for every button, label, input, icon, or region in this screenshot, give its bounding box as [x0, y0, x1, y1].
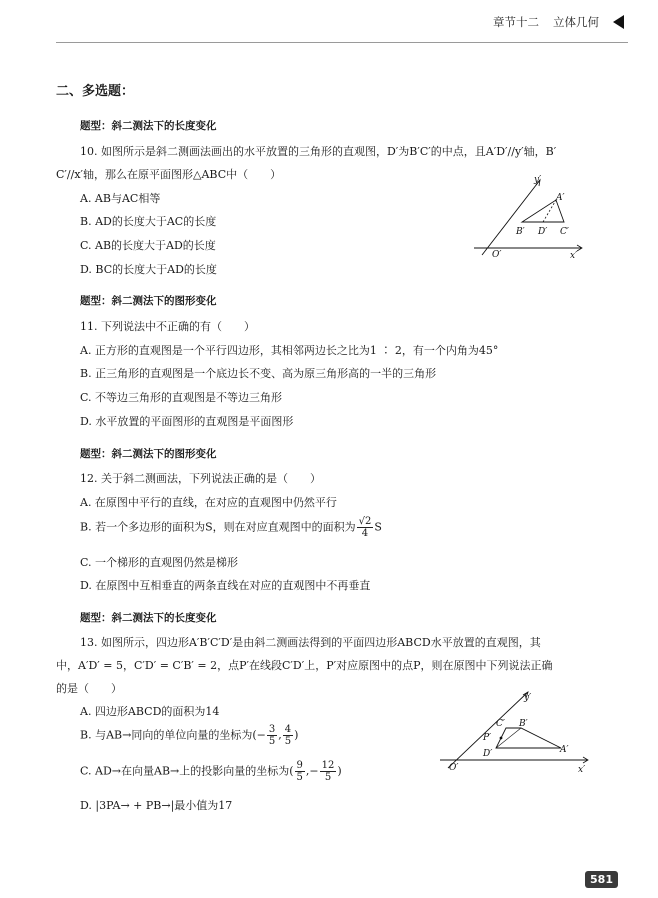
q13-option-c-fraction2 — [320, 760, 337, 783]
q13-label-p: P′ — [483, 733, 492, 743]
chapter-title: 立体几何 — [553, 15, 599, 29]
q12-stem: 12. 关于斜二测画法，下列说法正确的是（ ） — [80, 472, 321, 485]
q10-figure — [470, 170, 590, 265]
fraction-numerator: √2 — [358, 516, 372, 527]
q10-option-a: A. AB与AC相等 — [80, 192, 161, 205]
q10-label-x: x′ — [570, 251, 578, 261]
q11-option-b: B. 正三角形的直观图是一个底边长不变、高为原三角形高的一半的三角形 — [80, 367, 437, 380]
q10-topic: 题型：斜二测法下的长度变化 — [80, 120, 217, 132]
q10-label-b: B′ — [516, 227, 525, 237]
q13-option-c-suffix: ) — [337, 764, 342, 778]
q13-option-a: A. 四边形ABCD的面积为14 — [80, 705, 220, 718]
q13-option-b-text: B. 与AB→同向的单位向量的坐标为(− — [80, 728, 266, 742]
header-rule — [56, 42, 628, 43]
fraction-numerator: 4 — [284, 724, 292, 735]
q13-label-d: D′ — [483, 749, 493, 759]
fraction-denominator: 5 — [296, 772, 303, 783]
q10-label-d: D′ — [538, 227, 548, 237]
q10-option-c: C. AB的长度大于AD的长度 — [80, 239, 216, 252]
q13-label-b: B′ — [519, 719, 528, 729]
q13-stem-line2: 中，A′D′ = 5，C′D′ = C′B′ = 2，点P′在线段C′D′上，P′对应原图中的点P，则在原图中下列说法正确 — [56, 659, 553, 672]
q13-label-x: x′ — [578, 765, 586, 775]
q13-option-b-suffix: ) — [294, 728, 299, 742]
q12-option-d: D. 在原图中互相垂直的两条直线在对应的直观图中不再垂直 — [80, 579, 371, 592]
q13-label-a: A′ — [560, 745, 569, 755]
q10-stem-line1: 10. 如图所示是斜二测画法画出的水平放置的三角形的直观图，D′为B′C′的中点，且A′D′//y′轴，B′ — [80, 145, 557, 158]
q13-option-c-text: C. AD→在向量AB→上的投影向量的坐标为( — [80, 764, 294, 778]
q13-figure — [436, 686, 596, 778]
q13-point-p — [500, 737, 503, 740]
q13-option-c-fraction1 — [295, 760, 305, 783]
q13-option-b — [80, 724, 298, 747]
fraction-numerator: 12 — [321, 760, 335, 771]
q11-topic: 题型：斜二测法下的图形变化 — [80, 295, 217, 307]
q12-option-b-fraction — [357, 516, 374, 539]
q13-option-b-fraction2 — [283, 724, 293, 747]
chapter-label: 章节十二 — [493, 15, 539, 29]
fraction-denominator: 5 — [268, 736, 276, 747]
q10-stem-line2: C′//x′轴，那么在原平面图形△ABC中（ ） — [56, 168, 282, 181]
q13-option-b-comma: , — [278, 728, 282, 742]
q11-stem: 11. 下列说法中不正确的有（ ） — [80, 320, 255, 333]
fraction-numerator: 9 — [296, 760, 303, 771]
q13-option-c — [80, 760, 342, 783]
q12-option-a: A. 在原图中平行的直线，在对应的直观图中仍然平行 — [80, 496, 337, 509]
q13-option-c-sep: ,− — [305, 764, 319, 778]
q11-option-a: A. 正方形的直观图是一个平行四边形，其相邻两边长之比为1 ∶ 2，有一个内角为45° — [80, 344, 499, 357]
q13-quadrilateral — [496, 728, 561, 748]
q10-median — [543, 200, 556, 222]
q10-option-d: D. BC的长度大于AD的长度 — [80, 263, 217, 276]
q10-y-axis — [482, 180, 540, 255]
q12-option-b-text: B. 若一个多边形的面积为S，则在对应直观图中的面积为 — [80, 520, 356, 534]
q12-option-c: C. 一个梯形的直观图仍然是梯形 — [80, 556, 239, 569]
section-title: 二、多选题： — [56, 84, 135, 99]
q12-option-b-suffix: S — [374, 520, 382, 534]
q10-label-c: C′ — [560, 227, 569, 237]
q13-stem-line1: 13. 如图所示，四边形A′B′C′D′是由斜二测画法得到的平面四边形ABCD水平放置的直观图，其 — [80, 636, 541, 649]
page-header — [493, 14, 624, 30]
fraction-denominator: 4 — [361, 528, 369, 539]
triangle-marker-icon — [613, 15, 624, 29]
q13-topic: 题型：斜二测法下的长度变化 — [80, 612, 217, 624]
q12-topic: 题型：斜二测法下的图形变化 — [80, 448, 217, 460]
page-number: 581 — [585, 871, 618, 888]
q10-triangle — [522, 200, 564, 222]
q13-stem-line3: 的是（ ） — [56, 682, 122, 695]
q10-label-a: A′ — [556, 193, 565, 203]
q10-label-o: O′ — [492, 250, 502, 260]
fraction-denominator: 5 — [284, 736, 292, 747]
q13-option-d: D. |3PA→ + PB→|最小值为17 — [80, 799, 233, 812]
q13-label-y: y′ — [524, 693, 532, 703]
fraction-numerator: 3 — [268, 724, 276, 735]
q11-option-d: D. 水平放置的平面图形的直观图是平面图形 — [80, 415, 294, 428]
q13-label-o: O′ — [449, 763, 459, 773]
q10-label-y: y′ — [534, 175, 542, 185]
q12-option-b — [80, 516, 382, 539]
q11-option-c: C. 不等边三角形的直观图是不等边三角形 — [80, 391, 283, 404]
q10-option-b: B. AD的长度大于AC的长度 — [80, 215, 217, 228]
q13-label-c: C′ — [496, 719, 505, 729]
q13-option-b-fraction1 — [267, 724, 277, 747]
fraction-denominator: 5 — [324, 772, 332, 783]
